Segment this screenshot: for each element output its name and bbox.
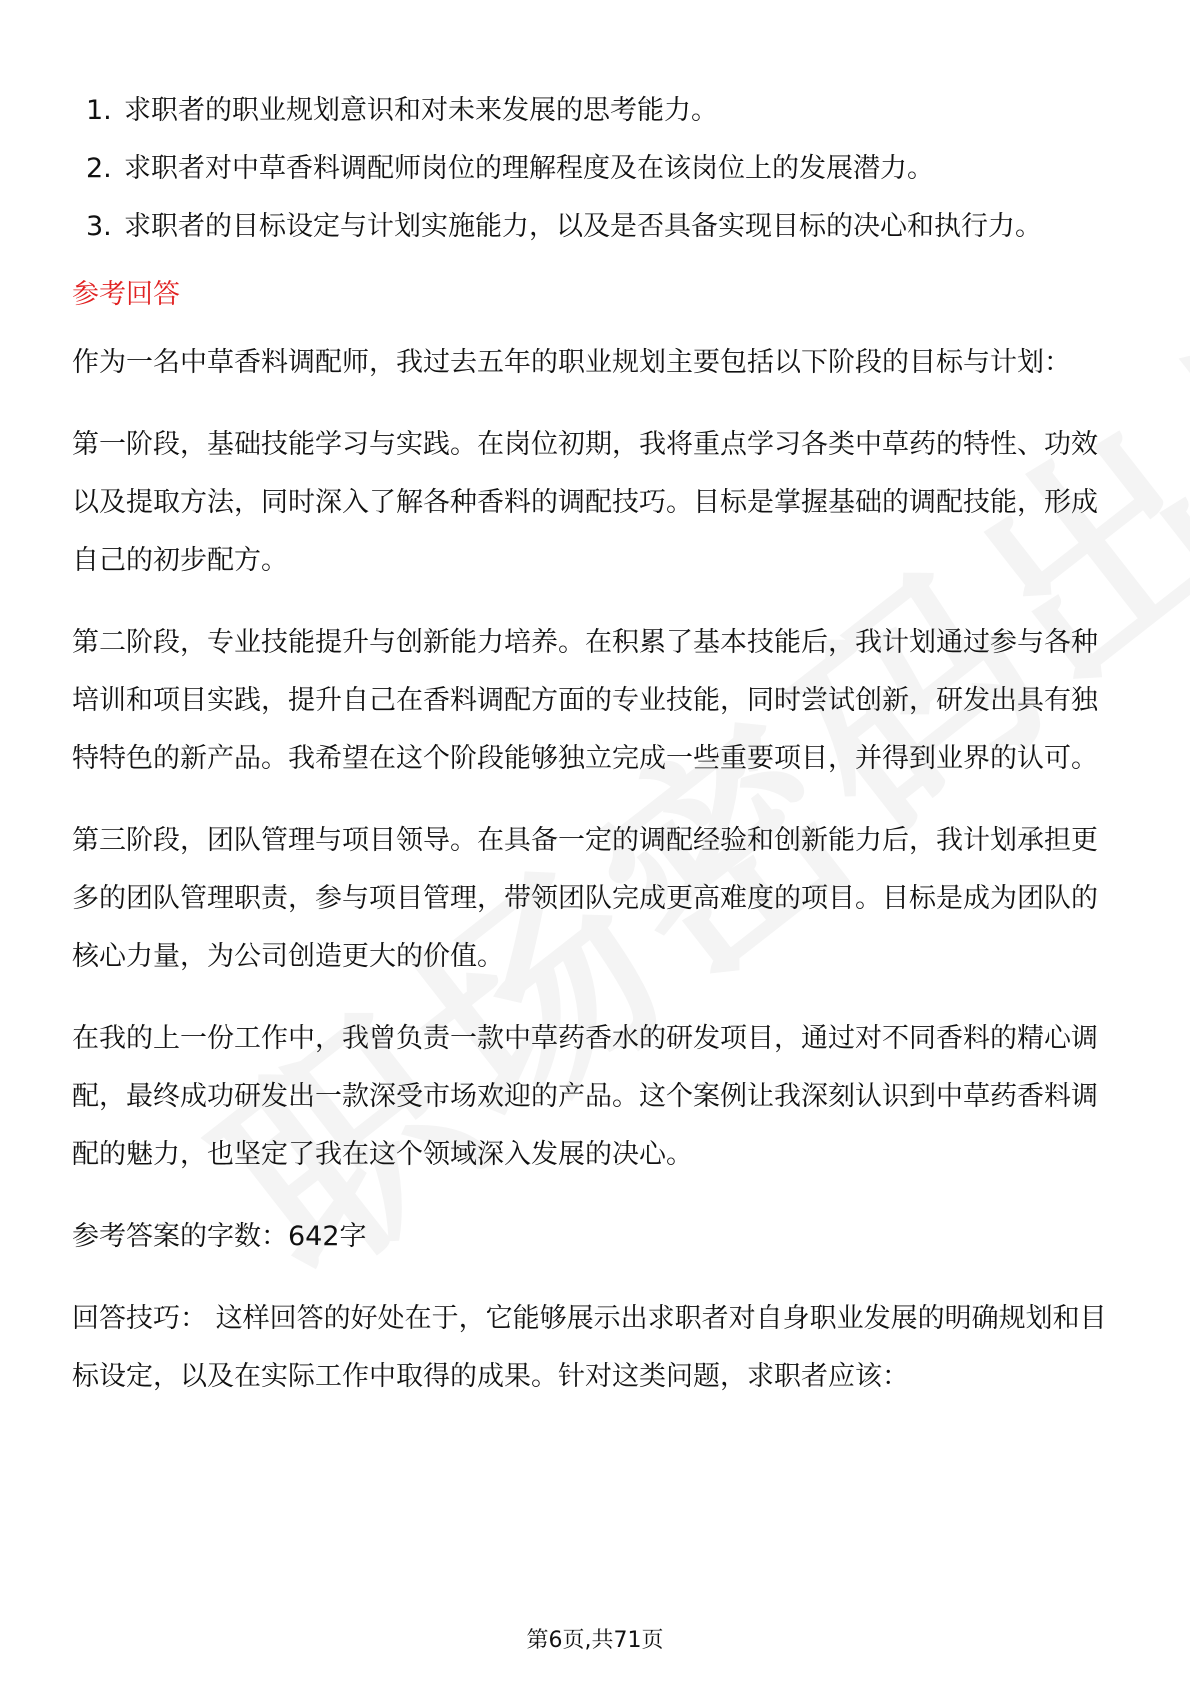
- list-item-number: 3.: [86, 211, 112, 242]
- page-content: [72, 82, 1122, 1406]
- list-item: [72, 198, 1122, 256]
- evaluation-criteria-list: [72, 82, 1122, 256]
- list-item-number: 1.: [86, 95, 112, 126]
- answer-intro-paragraph: 作为一名中草香料调配师，我过去五年的职业规划主要包括以下阶段的目标与计划：: [72, 347, 1071, 378]
- word-count: 参考答案的字数：642字: [72, 1221, 367, 1252]
- list-item-text: 求职者对中草香料调配师岗位的理解程度及在该岗位上的发展潜力。: [124, 153, 934, 184]
- stage-two-paragraph: 第二阶段，专业技能提升与创新能力培养。在积累了基本技能后，我计划通过参与各种培训和项目实践，提升自己在香料调配方面的专业技能，同时尝试创新，研发出具有独特特色的新产品。我希望在这个阶段能够独立完成一些重要项目，并得到业界的认可。: [72, 627, 1098, 774]
- answer-heading: 参考回答: [72, 279, 180, 310]
- list-item-text: 求职者的职业规划意识和对未来发展的思考能力。: [124, 95, 718, 126]
- answer-tips-paragraph: 回答技巧： 这样回答的好处在于，它能够展示出求职者对自身职业发展的明确规划和目标设定，以及在实际工作中取得的成果。针对这类问题，求职者应该：: [72, 1303, 1107, 1392]
- experience-paragraph: 在我的上一份工作中，我曾负责一款中草药香水的研发项目，通过对不同香料的精心调配，最终成功研发出一款深受市场欢迎的产品。这个案例让我深刻认识到中草药香料调配的魅力，也坚定了我在这个领域深入发展的决心。: [72, 1023, 1098, 1170]
- list-item: [72, 140, 1122, 198]
- list-item-text: 求职者的目标设定与计划实施能力，以及是否具备实现目标的决心和执行力。: [124, 211, 1042, 242]
- list-item: [72, 82, 1122, 140]
- list-item-number: 2.: [86, 153, 112, 184]
- stage-one-paragraph: 第一阶段，基础技能学习与实践。在岗位初期，我将重点学习各类中草药的特性、功效以及提取方法，同时深入了解各种香料的调配技巧。目标是掌握基础的调配技能，形成自己的初步配方。: [72, 429, 1098, 576]
- stage-three-paragraph: 第三阶段，团队管理与项目领导。在具备一定的调配经验和创新能力后，我计划承担更多的团队管理职责，参与项目管理，带领团队完成更高难度的项目。目标是成为团队的核心力量，为公司创造更大的价值。: [72, 825, 1098, 972]
- page-number: 第6页,共71页: [526, 1628, 664, 1653]
